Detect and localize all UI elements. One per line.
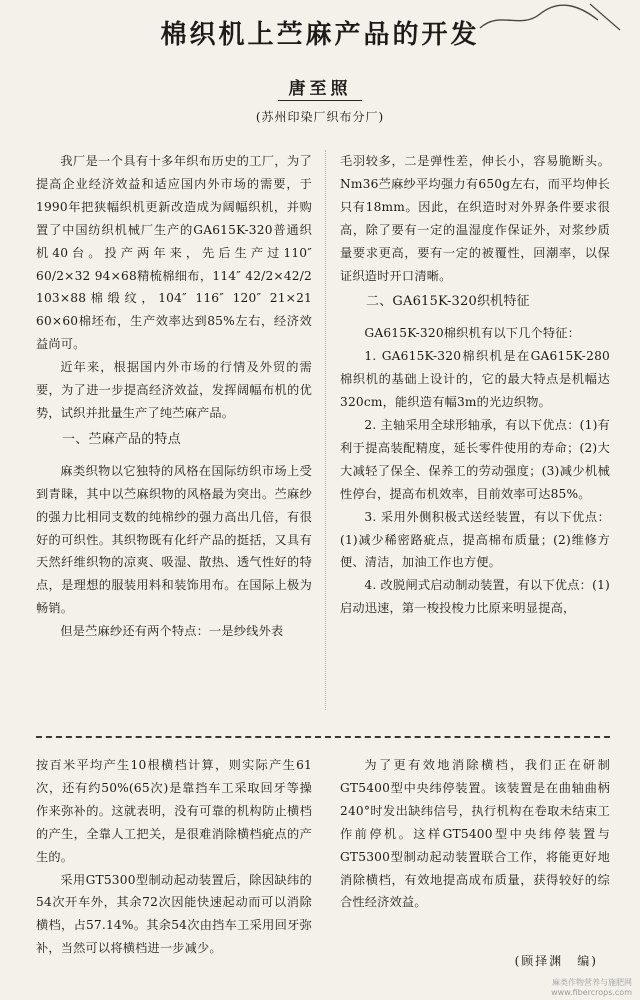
site-watermark xyxy=(551,978,632,998)
paragraph-loom-intro: GA615K-320棉织机有以下几个特征： xyxy=(364,326,581,341)
watermark-line-2: www.fibercrops.com xyxy=(551,988,632,997)
column-1 xyxy=(36,150,312,643)
paragraph-loom-2: 2. 主轴采用全球形轴承，有以下优点：(1)有利于提高装配精度，延长零件使用的寿命；(2)大大减轻了保全、保养工的劳动强度；(3)减少机械性停台，提高布机效率，目前效率可达85%。 xyxy=(340,417,610,501)
paragraph-yarn-cont: 毛羽较多，二是弹性差，伸长小，容易脆断头。Nm36苎麻纱平均强力有650g左右，而平均伸长只有18mm。因此，在织造时对外界条件要求很高，除了要有一定的温湿度作保证外，对浆纱质量要求更高，要有一定的被覆性，回潮率，以保证织造时开口清晰。 xyxy=(340,154,610,283)
paragraph-loom-1: 1. GA615K-320棉织机是在GA615K-280棉织机的基础上设计的，它的最大特点是机幅达320cm，能织造有幅3m的光边织物。 xyxy=(340,349,610,410)
section-separator xyxy=(36,736,610,738)
paragraph-gt5400: 为了更有效地消除横档，我们正在研制GT5400型中央纬停装置。该装置是在曲轴曲柄240°时发出缺纬信号，执行机构在卷取未结束工作前停机。这样GT5400型中央纬停装置与GT5300型制动起动装置联合工作，将能更好地消除横档，有效地提高成布质量，获得较好的综合性经济效益。 xyxy=(340,758,610,910)
paragraph-loom-3: 3. 采用外侧积极式送经装置，有以下优点：(1)减少稀密路疵点，提高棉布质量；(2)维修方便、清洁，加油工作也方便。 xyxy=(340,509,610,570)
article-author: 唐至照 xyxy=(288,79,352,99)
column-3 xyxy=(36,754,312,960)
column-4 xyxy=(340,754,610,914)
section-heading-1: 一、苎麻产品的特点 xyxy=(62,431,181,447)
editor-signature: (顾择渊 编) xyxy=(514,954,598,968)
paragraph-yarn: 但是苎麻纱还有两个特点：一是纱线外表 xyxy=(60,624,284,639)
article-title: 棉织机上苎麻产品的开发 xyxy=(160,20,480,50)
paragraph-loom-4: 4. 改脱闸式启动制动装置，有以下优点：(1)启动迅速，第一梭投梭力比原来明显提高， xyxy=(340,578,610,616)
watermark-line-1: 麻类作物营养与施肥网 xyxy=(552,978,632,987)
paragraph-market: 近年来，根据国内外市场的行情及外贸的需要，为了进一步提高经济效益，发挥阔幅布机的优势，试织并批量生产了纯苎麻产品。 xyxy=(36,360,312,420)
column-2 xyxy=(340,150,610,620)
section-heading-2: 二、GA615K-320织机特征 xyxy=(366,294,530,310)
paragraph-intro: 我厂是一个具有十多年织布历史的工厂，为了提高企业经济效益和适应国内外市场的需要，于1990年把狭幅织机更新改造成为阔幅织机，并购置了中国纺织机械厂生产的GA615K-320普通织机40台。投产两年来，先后生产过110″ 60/2×32 94×68精梳棉细布，114″ 42/2×42/2 103×88棉缎纹，104″ 116″ 120″ 21×21 60×60棉坯布，生产效率达到85%左右，经济效益尚可。 xyxy=(36,154,312,352)
article-affiliation: (苏州印染厂织布分厂) xyxy=(255,110,385,124)
paragraph-gt5300: 采用GT5300型制动起动装置后，除因缺纬的54次开车外，其余72次因能快速起动而可以消除横档，占57.14%。其余54次由挡车工采用回牙弥补，当然可以将横档进一步减少。 xyxy=(36,872,312,956)
author-underline xyxy=(278,100,362,101)
paragraph-features: 麻类织物以它独特的风格在国际纺织市场上受到青睐，其中以苎麻织物的风格最为突出。苎麻纱的强力比相同支数的纯棉纱的强力高出几倍，有很好的可织性。其织物既有化纤产品的挺括，又具有天然纤维织物的凉爽、吸湿、散热、透气性好的特点，是理想的服装用料和装饰用布。在国际上极为畅销。 xyxy=(36,463,312,616)
column-divider xyxy=(325,150,326,710)
paragraph-defects: 按百米平均产生10根横档计算，则实际产生61次，还有约50%(65次)是靠挡车工采取回牙等操作来弥补的。这就表明，没有可靠的机构防止横档的产生，全靠人工把关，是很难消除横档疵点的产生的。 xyxy=(36,758,312,864)
